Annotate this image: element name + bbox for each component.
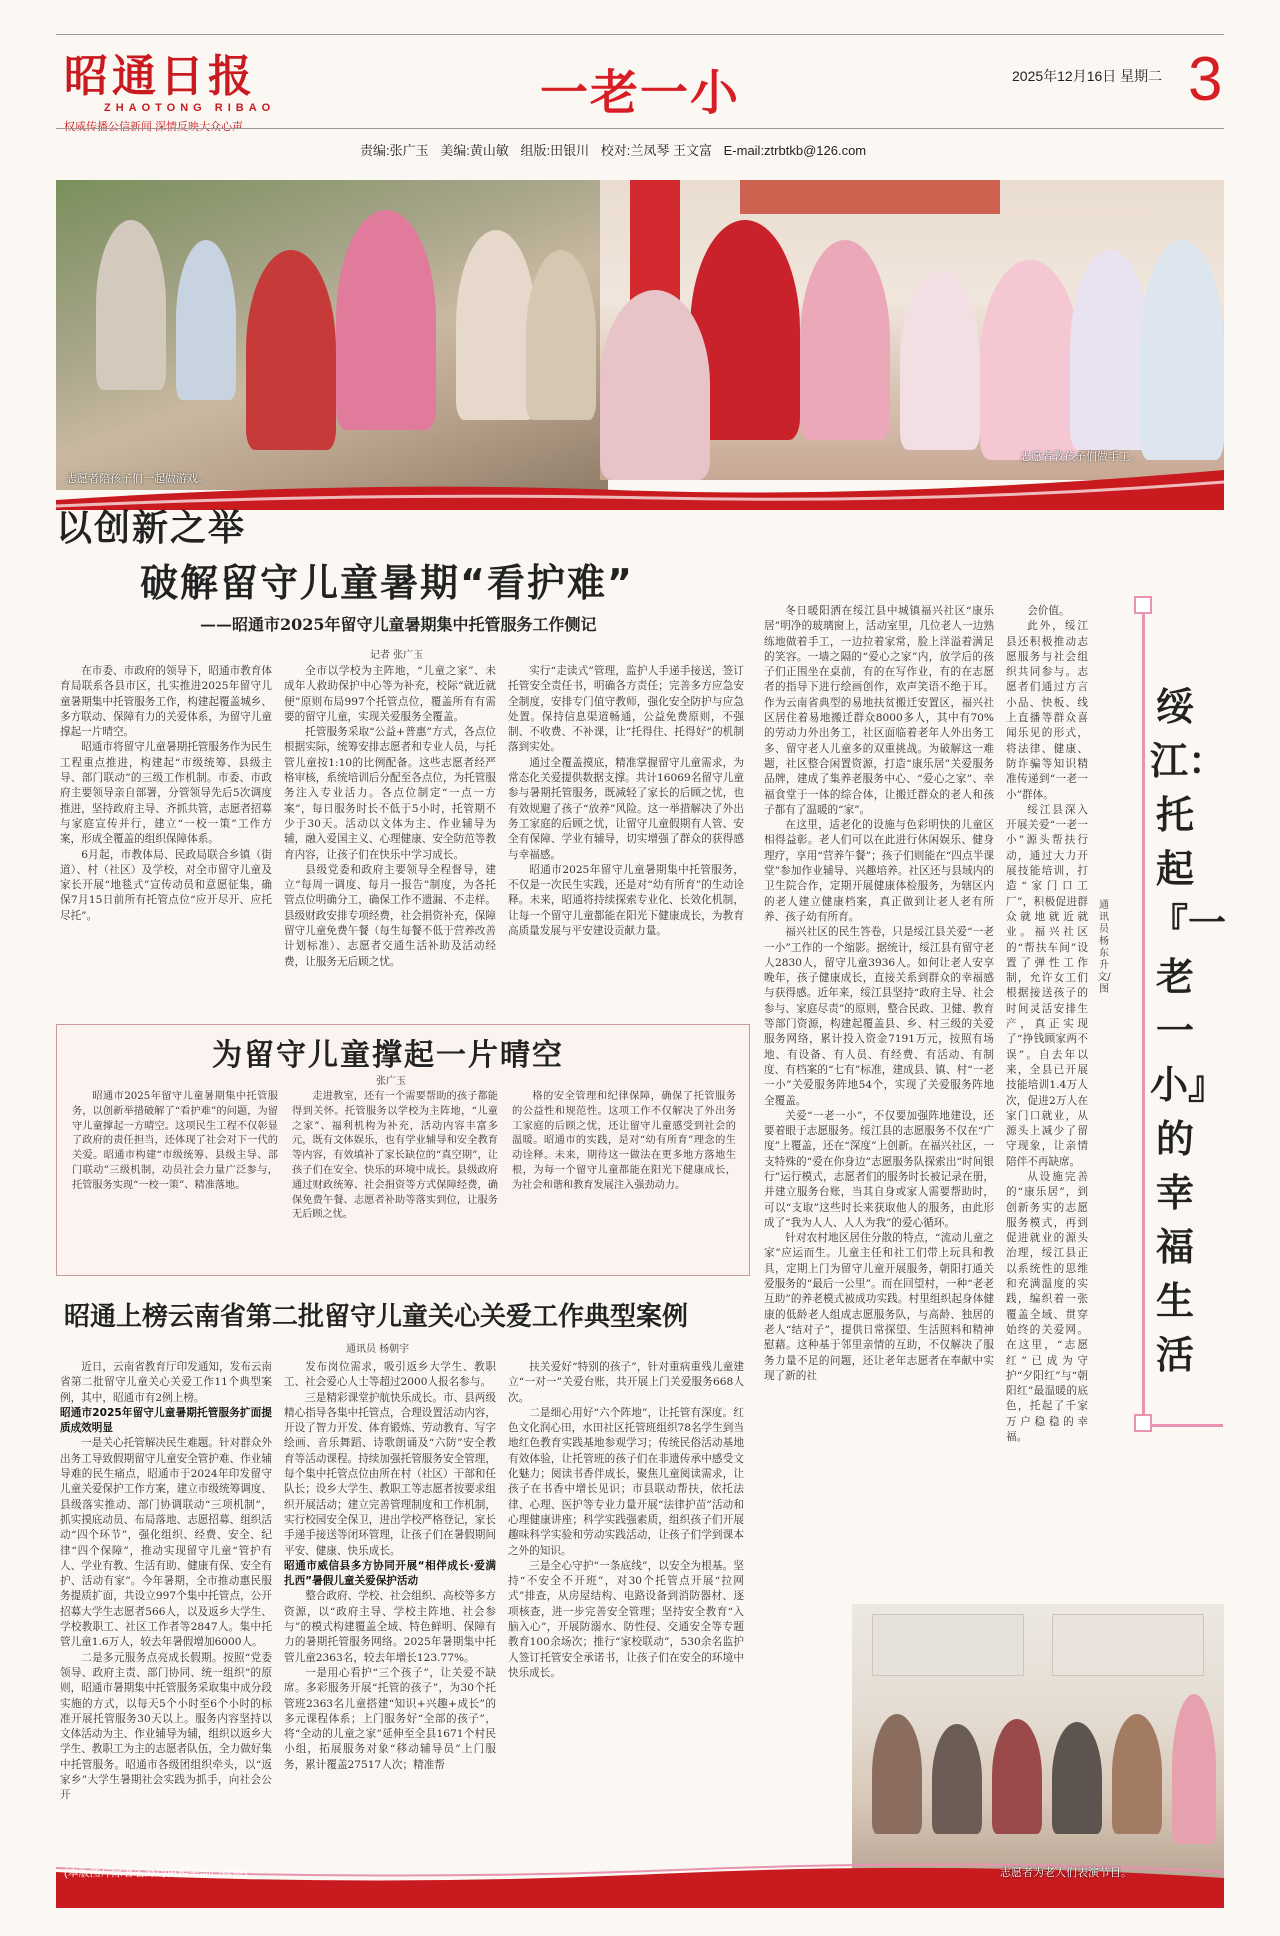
article1-subtitle: ——昭通市2025年留守儿童暑期集中托管服务工作侧记	[200, 615, 597, 634]
paragraph: 实行“走读式”管理，监护人手递手接送，签订托管安全责任书，明确各方责任；完善多方应急安全制度，安排专门值守教师，强化安全防护与应急处置。保持信息渠道畅通，公益免费原则，不强制、不收费、不补课，让“托得住、托得好”的机制落到实处。	[508, 665, 744, 754]
paragraph: 通过全覆盖摸底，精准掌握留守儿童需求，为常态化关爱提供数据支撑。共计16069名留守儿童参与暑期托管服务，既减轻了家长的后顾之忧，也有效规避了孩子“放养”风险。这一举措解决了外出务工家庭的后顾之忧，让留守儿童假期有人管、安全有保障、学业有辅导，切实增强了群众的获得感与幸福感。	[508, 756, 744, 861]
paragraph: 此外，绥江县还积极推动志愿服务与社会组织共同参与。志愿者们通过方言小品、快板、线上直播等群众喜闻乐见的形式，将法律、健康、防诈骗等知识精准传递到“一老一小”群体。	[1006, 620, 1088, 801]
paragraph: 冬日暖阳洒在绥江县中城镇福兴社区“康乐居”明净的玻璃窗上，活动室里，几位老人一边熟练地做着手工，一边拉着家常，脸上洋溢着满足的笑容。一墙之隔的“爱心之家”内，放学后的孩子们正围坐在桌前，有的在写作业，有的在志愿者的指导下进行绘画创作，欢声笑语不绝于耳。作为云南省典型的易地扶贫搬迁安置区，福兴社区居住着易地搬迁群众8000多人，其中有70%的劳动力外出务工，社区面临着老年人外出务工多、留守老人儿童多的双重挑战。为破解这一难题，社区整合闲置资源，打造“康乐居”关爱服务品牌，建成了集养老服务中心、“爱心之家”、幸福食堂于一体的综合体，让搬迁群众的老人和孩子都有了温暖的“家”。	[764, 605, 994, 816]
article1-headline-line2: 破解留守儿童暑期“看护难”	[140, 561, 634, 605]
issue-date: 2025年12月16日 星期二	[1012, 68, 1163, 84]
paragraph: 福兴社区的民生答卷，只是绥江县关爱“一老一小”工作的一个缩影。据统计，绥江县有留守老人2830人，留守儿童3936人。如何让老人安享晚年，孩子健康成长，直接关系到群众的幸福感与获得感。近年来，绥江县坚持“政府主导、社会参与、家庭尽责”的原则，整合民政、卫健、教育等部门资源，构建起覆盖县、乡、村三级的关爱服务网络，累计投入资金7191万元，按照有场地、有设备、有人员、有经费、有活动、有制度、有档案的“七有”标准，建成县、镇、村“一老一小”关爱服务阵地54个，实现了关爱服务阵地全覆盖。	[764, 926, 994, 1107]
credit-layout: 组版:田银川	[520, 143, 590, 158]
photo-handcraft	[600, 180, 1224, 480]
paragraph: 会价值。	[1027, 605, 1070, 617]
paragraph: 格的安全管理和纪律保障，确保了托管服务的公益性和规范性。这项工作不仅解决了外出务工家庭的后顾之忧，还让留守儿童感受到社会的温暖。昭通市的实践，是对“幼有所育”理念的生动诠释。未来，期待这一做法在更多地方落地生根，为每一个留守儿童都能在阳光下健康成长，为社会和谐和教育发展注入强劲动力。	[512, 1091, 736, 1191]
credit-email[interactable]: E-mail:ztrbtkb@126.com	[723, 143, 867, 158]
paragraph: 整合政府、学校、社会组织、高校等多方资源，以“政府主导、学校主阵地、社会参与”的模式构建覆盖全域、特色鲜明、保障有力的暑期托管服务网络。2025年暑期集中托管儿童2363名，较去年增长123.77%。	[284, 1590, 496, 1664]
article1-byline: 记者 张广玉	[370, 650, 424, 661]
newspaper-pinyin: ZHAOTONG RIBAO	[104, 102, 276, 114]
paragraph: 全市以学校为主阵地，“儿童之家”、未成年人救助保护中心等为补充，校际“就近就便”原则布局997个托管点位，覆盖所有有需要的留守儿童，实现关爱服务全覆盖。	[284, 665, 496, 723]
bottom-red-band	[56, 1852, 1224, 1908]
paragraph: 托管服务采取“公益+普惠”方式，各点位根据实际，统筹安排志愿者和专业人员，与托管儿童按1:10的比例配备。这些志愿者经严格审核，系统培训后分配至各点位，为托管服务注入专业活力。各点位制定“一点一方案”，每日服务时长不低于5小时，托管期不少于30天。活动以文体为主、作业辅导为辅，融入爱国主义、心理健康、安全防范等教育内容，让孩子们在快乐中学习成长。	[284, 726, 496, 861]
credit-art: 美编:黄山敏	[440, 143, 509, 158]
photo-caption-3: 志愿者为老人们表演节目。	[1000, 1867, 1132, 1879]
paragraph: 县级党委和政府主要领导全程督导，建立“每周一调度、每月一报告”制度，为各托管点位明确分工，确保工作不遗漏、不走样。县级财政安排专项经费，社会捐资补充，保障留守儿童免费午餐（每生每餐不低于营养改善计划标准）、志愿者交通生活补助及活动经费，让服务无后顾之忧。	[284, 863, 496, 968]
article3-byline: 通讯员 杨朝宇	[346, 1344, 410, 1355]
article1-column-3	[508, 664, 744, 1006]
article4-title: 绥江：托起『一老一小』的幸福生活	[1150, 685, 1227, 1377]
paragraph: 三是精彩课堂护航快乐成长。市、县两级精心指导各集中托管点，合理设置活动内容，开设了智力开发、体育锻炼、劳动教育、写字绘画、音乐舞蹈、诗歌朗诵及“六防”安全教育等活动课程。持续加强托管服务安全管理，每个集中托管点位由所在村（社区）干部和任队长；设乡大学生、教职工等志愿者按要求组织开展活动；建立完善管理制度和工作机制，实行校园安全保卫，进出学校严格登记，家长手递手接送等闭环管理，让孩子们在暑假期间平安、健康、快乐成长。	[284, 1391, 496, 1557]
photo-credit-note: (本版图片除署名外均由相关部门提供)	[64, 1867, 248, 1879]
article2-title: 为留守儿童撑起一片晴空	[212, 1038, 564, 1073]
frame-corner-bottom	[1134, 1414, 1152, 1432]
masthead	[64, 52, 304, 134]
article2-column-1	[72, 1090, 278, 1266]
header-rule	[56, 128, 1224, 129]
article4-byline: 通讯员 杨东升 文/图	[1097, 900, 1111, 995]
article2-byline: 张广玉	[376, 1076, 406, 1087]
article2-column-2	[292, 1090, 498, 1266]
paragraph: 6月起，市教体局、民政局联合乡镇（街道）、村（社区）及学校，对全市留守儿童及家长开展“地毯式”宣传动员和意愿征集，确保7月15日前所有托管点位“应开尽开、应托尽托”。	[60, 848, 272, 922]
credit-editor: 责编:张广玉	[360, 143, 429, 158]
section-title: 一老一小	[540, 65, 741, 121]
frame-corner-top	[1134, 596, 1152, 614]
paragraph: 走进教室，还有一个需要帮助的孩子都能得到关怀。托管服务以学校为主阵地，“儿童之家”、福利机构为补充，活动内容丰富多元，既有文体娱乐，也有学业辅导和安全教育等内容，有效填补了家长缺位的“真空期”，让孩子们在安全、快乐的环境中成长。县级政府通过财政统筹、社会捐资等方式保障经费，确保免费午餐、志愿者补助等落实到位，让服务无后顾之忧。	[292, 1091, 498, 1221]
credits-line	[360, 140, 874, 159]
page-number: 3	[1188, 45, 1223, 114]
paragraph: 昭通市将留守儿童暑期托管服务作为民生工程重点推进，构建起“市级统筹、县级主导、部门联动”的三级工作机制。市委、市政府主要领导亲自部署，分管领导先后5次调度推进，坚持政府主导、齐抓共管，志愿者招募与家庭宣传并行，建立“一校一策”工作方案，形成全覆盖的组织保障体系。	[60, 741, 272, 846]
newspaper-slogan: 权威传播公信新闻 深情反映大众心声	[64, 121, 244, 133]
article1-headline-line1: 以创新之举	[56, 508, 247, 549]
article1-column-2	[284, 664, 496, 1006]
article3-headline: 昭通上榜云南省第二批留守儿童关心关爱工作典型案例	[64, 1302, 689, 1332]
subheading: 昭通市威信县多方协同开展“相伴成长·爱满扎西”暑假儿童关爱保护活动	[284, 1559, 496, 1588]
paragraph: 二是多元服务点亮成长假期。按照“党委领导、政府主责、部门协同、统一组织”的原则，昭通市暑期集中托管服务采取集中成分段实施的方式，以每天5个小时至6个小时的标准开展托管服务30天以上。服务内容坚持以文体活动为主、作业辅导为辅，组织以返乡大学生、教职工为主的志愿者队伍，全力做好集中托管服务。昭通市各级团组织牵头，以“返家乡”大学生暑期社会实践为抓手，向社会公开	[60, 1651, 272, 1802]
photo-elderly-performance	[852, 1604, 1224, 1884]
paragraph: 在这里，适老化的设施与色彩明快的儿童区相得益彰。老人们可以在此进行休闲娱乐、健身理疗，享用“营养午餐”；孩子们则能在“四点半课堂”参加作业辅导、兴趣培养。社区还与县域内的卫生院合作，定期开展健康体检服务，为辖区内的老人建立健康档案，真正做到让老人老有所养、孩子幼有所育。	[764, 819, 994, 923]
paragraph: 三是全心守护“一条底线”，以安全为根基。坚持“不安全不开班”，对30个托管点开展“拉网式”排查，从房屋结构、电路设备到消防器材、逐项核查，进一步完善安全管理；坚持安全教育“入脑入心”，开展防溺水、防性侵、交通安全等专题教育100余场次；推行“家校联动”，530余名监护人签订托管安全承诺书，让孩子们在安全的环境中快乐成长。	[508, 1559, 744, 1679]
photo-caption-2: 志愿者教孩子们做手工。	[1020, 451, 1141, 463]
article3-column-1	[60, 1360, 272, 1846]
paragraph: 昭通市2025年留守儿童暑期集中托管服务，以创新举措破解了“看护难”的问题，为留守儿童撑起一方晴空。这项民生工程不仅彰显了政府的责任担当，还体现了社会对下一代的关爱。昭通市构建“市级统筹、县级主导、部门联动”三级机制，动员社会力量广泛参与，托管服务实现“一校一策”、精准落地。	[72, 1091, 278, 1191]
article3-column-3	[508, 1360, 744, 1846]
article2-column-3	[512, 1090, 736, 1266]
paragraph: 昭通市2025年留守儿童暑期集中托管服务，不仅是一次民生实践，还是对“幼有所育”的生动诠释。未来，昭通将持续探索专业化、长效化机制，让每一个留守儿童都能在阳光下健康成长，为教育高质量发展与平安建设贡献力量。	[508, 863, 744, 938]
paragraph: 从设施完善的“康乐居”，到创新务实的志愿服务模式，再到促进就业的源头治理，绥江县正以系统性的思维和充满温度的实践，编织着一张覆盖全域、贯穿始终的关爱网。在这里，“志愿红”已成为守护“夕阳红”与“朝阳红”最温暖的底色，托起了千家万户稳稳的幸福。	[1006, 1170, 1088, 1444]
article1-column-1	[60, 664, 272, 1006]
paragraph: 绥江县深入开展关爱“一老一小”源头帮扶行动，通过大力开展技能培训，打造“家门口工厂”，积极促进群众就地就近就业。福兴社区的“帮扶车间”设置了弹性工作制，允许女工们根据接送孩子的时间灵活安排生产，真正实现了“挣钱顾家两不误”。自去年以来，全县已开展技能培训1.4万人次，促进2万人在家门口就业，从源头上减少了留守现象，让亲情陪伴不再缺席。	[1006, 803, 1088, 1168]
paragraph: 在市委、市政府的领导下，昭通市教育体育局联系各县市区，扎实推进2025年留守儿童暑期集中托管服务工作，构建起覆盖城乡、多方联动、保障有力的关爱体系，为留守儿童撑起一片晴空。	[60, 665, 272, 739]
paragraph: 近日，云南省教育厅印发通知，发布云南省第二批留守儿童关心关爱工作11个典型案例，其中，昭通市有2例上榜。	[60, 1361, 272, 1404]
newspaper-logo: 昭通日报	[64, 51, 256, 102]
paragraph: 扶关爱好“特别的孩子”，针对重病重残儿童建立“一对一”关爱台账，共开展上门关爱服务668人次。	[508, 1361, 744, 1404]
article4-column-1	[764, 604, 994, 1594]
photo-children-games	[56, 180, 608, 490]
photo-caption-1: 志愿者陪孩子们一起做游戏。	[66, 473, 209, 485]
paragraph: 二是细心用好“六个阵地”，让托管有深度。红色文化润心田，水田社区托管班组织78名学生到当地红色教育实践基地参观学习；传统民俗活动基地有效体验，让托管班的孩子们在非遗传承中感受文化魅力；阅读书香伴成长，聚焦儿童阅读需求，让孩子在书香中增长见识；市县联动帮扶，依托法律、心理、医护等专业力量开展“法律护苗”活动和心理健康讲座；科学实践强素质，组织孩子们开展趣味科学实验和劳动实践活动，让孩子们学到课本之外的知识。	[508, 1406, 744, 1557]
subheading: 昭通市2025年留守儿童暑期托管服务扩面提质成效明显	[60, 1406, 272, 1435]
credit-proof: 校对:兰凤琴 王文富	[600, 143, 712, 158]
article3-column-2	[284, 1360, 496, 1846]
paragraph: 关爱“一老一小”，不仅要加强阵地建设，还要着眼于志愿服务。绥江县的志愿服务不仅在“广度”上覆盖，还在“深度”上创新。在福兴社区，一支特殊的“爱在你身边”志愿服务队探索出“时间银行”运行模式，志愿者们的服务时长被记录在册，并建立服务台账，当其自身或家人需要帮助时，可以“支取”这些时长来获取他人的服务，由此形成了“我为人人、人人为我”的爱心循环。	[764, 1109, 994, 1229]
paragraph: 针对农村地区居住分散的特点，“流动儿童之家”应运而生。儿童主任和社工们带上玩具和教具，定期上门为留守儿童开展服务，朝阳打通关爱服务的“最后一公里”。而在回望村，一种“老老互助”的养老模式被成功实践。村里组织起身体健康的低龄老人组成志愿服务队，与高龄、独居的老人“结对子”，提供日常探望、生活照料和精神慰藉。这种基于邻里亲情的互助，不仅解决了服务力量不足的问题，还让老年志愿者在奉献中实现了新的社	[764, 1232, 994, 1382]
paragraph: 一是用心看护“三个孩子”，让关爱不缺席。多彩服务开展“托管的孩子”，为30个托管班2363名儿童搭建“知识+兴趣+成长”的多元课程体系；上门服务好“全部的孩子”，将“全动的儿童之家”延伸至全县1671个村民小组，拓展服务对象“移动辅导员”上门服务，累计覆盖27517人次；精准帮	[284, 1666, 496, 1771]
article4-column-2	[1006, 604, 1088, 1594]
paragraph: 发布岗位需求，吸引返乡大学生、教职工、社会爱心人士等超过2000人报名参与。	[284, 1361, 496, 1389]
paragraph: 一是关心托管解决民生难题。针对群众外出务工导致假期留守儿童安全管护难、作业辅导难的民生痛点，昭通市于2024年印发留守儿童关爱保护工作方案，建立市级统筹调度、县级落实推动、部门协调联动“三项机制”，抓实摸底动员、布局落地、志愿招募、组织活动“四个环节”，强化组织、经费、安全、纪律“四个保障”，推动实现留守儿童“管护有人、学业有教、生活有助、健康有保、安全有护、活动有家”。今年暑期，全市推动惠民服务提质扩面，共设立997个集中托管点，公开招募大学生志愿者566人，以及返乡大学生、学校教职工、社区工作者等2847人。集中托管儿童1.6万人，较去年暑假增加6000人。	[60, 1437, 272, 1649]
top-rule	[56, 34, 1224, 35]
